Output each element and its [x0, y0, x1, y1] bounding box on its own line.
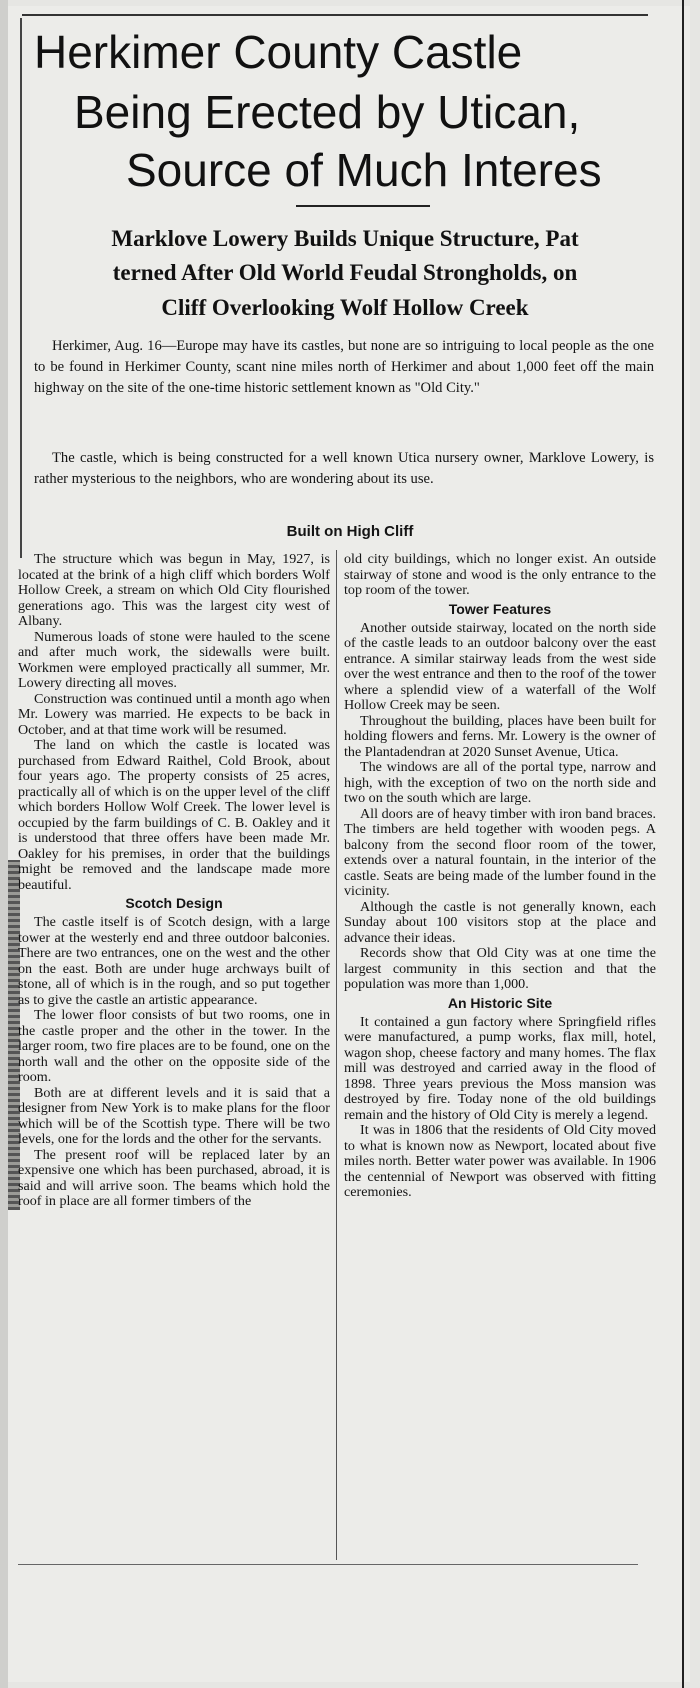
paragraph: It contained a gun factory where Springfield rifles were manufactured, a pump works, flax mill, hotel, wagon shop, cheese factory and many homes. The flax mill was destroyed and carried away in the flood of 1898. Three years previous the Moss mansion was destroyed by fire. Today none of the old buildings remain and the history of Old City is merely a legend. — [344, 1013, 656, 1123]
paragraph: The castle itself is of Scotch design, with a large tower at the westerly end and three outdoor balconies. There are two entrances, one on the west and the other on the east. Both are under huge archways built of stone, all of which is in the rough, and so put together as to give the castle an artistic appearance. — [18, 914, 330, 1008]
paragraph: Throughout the building, places have been built for holding flowers and ferns. Mr. Lowery is the owner of the Plantadendran at 2020 Sunset Avenue, Utica. — [344, 712, 656, 760]
subhead-built-on-high-cliff: Built on High Cliff — [286, 523, 414, 540]
right-rule — [682, 0, 684, 1688]
subhead-tower-features: Tower Features — [448, 600, 552, 617]
top-rule — [22, 14, 648, 16]
lead-paragraph-1: Herkimer, Aug. 16—Europe may have its castles, but none are so intriguing to local people as the one to be found in Herkimer County, scant nine miles north of Herkimer and about 1,000 feet off the main highway on the site of the one-time historic settlement known as "Old City." — [34, 338, 654, 397]
paragraph: Both are at different levels and it is said that a designer from New York is to make plans for the floor which will be of the Scottish type. There will be two levels, one for the lords and the other for the servants. — [18, 1084, 330, 1147]
headline-line-2: Being Erected by Utican, — [74, 86, 581, 138]
paragraph: The lower floor consists of but two rooms, one in the castle proper and the other in the tower. In the larger room, two fire places are to be found, one on the north wall and the other on the opposite side of the room. — [18, 1007, 330, 1085]
right-column — [344, 552, 656, 1201]
paragraph: It was in 1806 that the residents of Old City moved to what is known now as Newport, located about five miles north. Better water power was available. In 1906 the centennial of Newport was observed with fitting ceremonies. — [344, 1122, 656, 1200]
clipping-edge — [0, 0, 8, 1688]
paragraph: The land on which the castle is located was purchased from Edward Raithel, Cold Brook, about four years ago. The property consists of 25 acres, practically all of which is on the upper level of the cliff which borders Hollow Wolf Creek. The lower level is occupied by the farm buildings of C. B. Oakley and it is understood that three offers have been made Mr. Oakley for his premises, in order that the buildings might be removed and the landscape made more beautiful. — [18, 737, 330, 893]
paragraph: Numerous loads of stone were hauled to the scene and after much work, the sidewalls were built. Workmen were employed practically all summer, Mr. Lowery directing all moves. — [18, 628, 330, 691]
headline-divider — [296, 205, 430, 207]
paragraph: The present roof will be replaced later by an expensive one which has been purchased, abroad, it is said and will arrive soon. The beams which hold the roof in place are all former timbers of the — [18, 1146, 330, 1209]
paragraph: old city buildings, which no longer exist. An outside stairway of stone and wood is the only entrance to the top room of the tower. — [344, 551, 656, 598]
paragraph: Construction was continued until a month ago when Mr. Lowery was married. He expects to be back in October, and at that time work will be resumed. — [18, 690, 330, 738]
lead-paragraph-2: The castle, which is being constructed for a well known Utica nursery owner, Marklove Lowery, is rather mysterious to the neighbors, who are wondering about its use. — [34, 450, 654, 488]
headline-line-1: Herkimer County Castle — [34, 26, 523, 78]
deck-line-3: Cliff Overlooking Wolf Hollow Creek — [161, 295, 529, 320]
deck-line-1: Marklove Lowery Builds Unique Structure, Pat — [111, 226, 579, 251]
paragraph: Records show that Old City was at one time the largest community in this section and that the population was more than 1,000. — [344, 945, 656, 992]
paragraph: The windows are all of the portal type, narrow and high, with the exception of two on the north side and two on the south which are large. — [344, 759, 656, 806]
subhead-historic-site: An Historic Site — [447, 994, 553, 1011]
paragraph: Although the castle is not generally known, each Sunday about 100 visitors stop at the place and advance their ideas. — [344, 898, 656, 946]
headline-line-3: Source of Much Interes — [126, 144, 602, 196]
column-divider — [336, 550, 337, 1560]
subhead-scotch-design: Scotch Design — [125, 895, 223, 911]
bottom-rule — [18, 1564, 638, 1565]
deck-line-2: terned After Old World Feudal Strongholds, on — [112, 260, 578, 285]
paragraph: Another outside stairway, located on the north side of the castle leads to an outdoor balcony over the east entrance. A similar stairway leads from the west side over the west entrance and then to the roof of the tower where a splendid view of a waterfall of the Wolf Hollow Creek may be seen. — [344, 619, 656, 713]
paragraph: The structure which was begun in May, 1927, is located at the brink of a high cliff which borders Wolf Hollow Creek, a stream on which Old City flourished generations ago. This was the largest city west of Albany. — [18, 551, 330, 629]
paragraph: All doors are of heavy timber with iron band braces. The timbers are held together with wooden pegs. A balcony from the second floor room of the tower, extends over a natural fountain, in the interior of the castle. Seats are being made of the lumber found in the vicinity. — [344, 805, 656, 899]
left-column — [18, 552, 330, 1210]
left-rule — [20, 18, 22, 558]
